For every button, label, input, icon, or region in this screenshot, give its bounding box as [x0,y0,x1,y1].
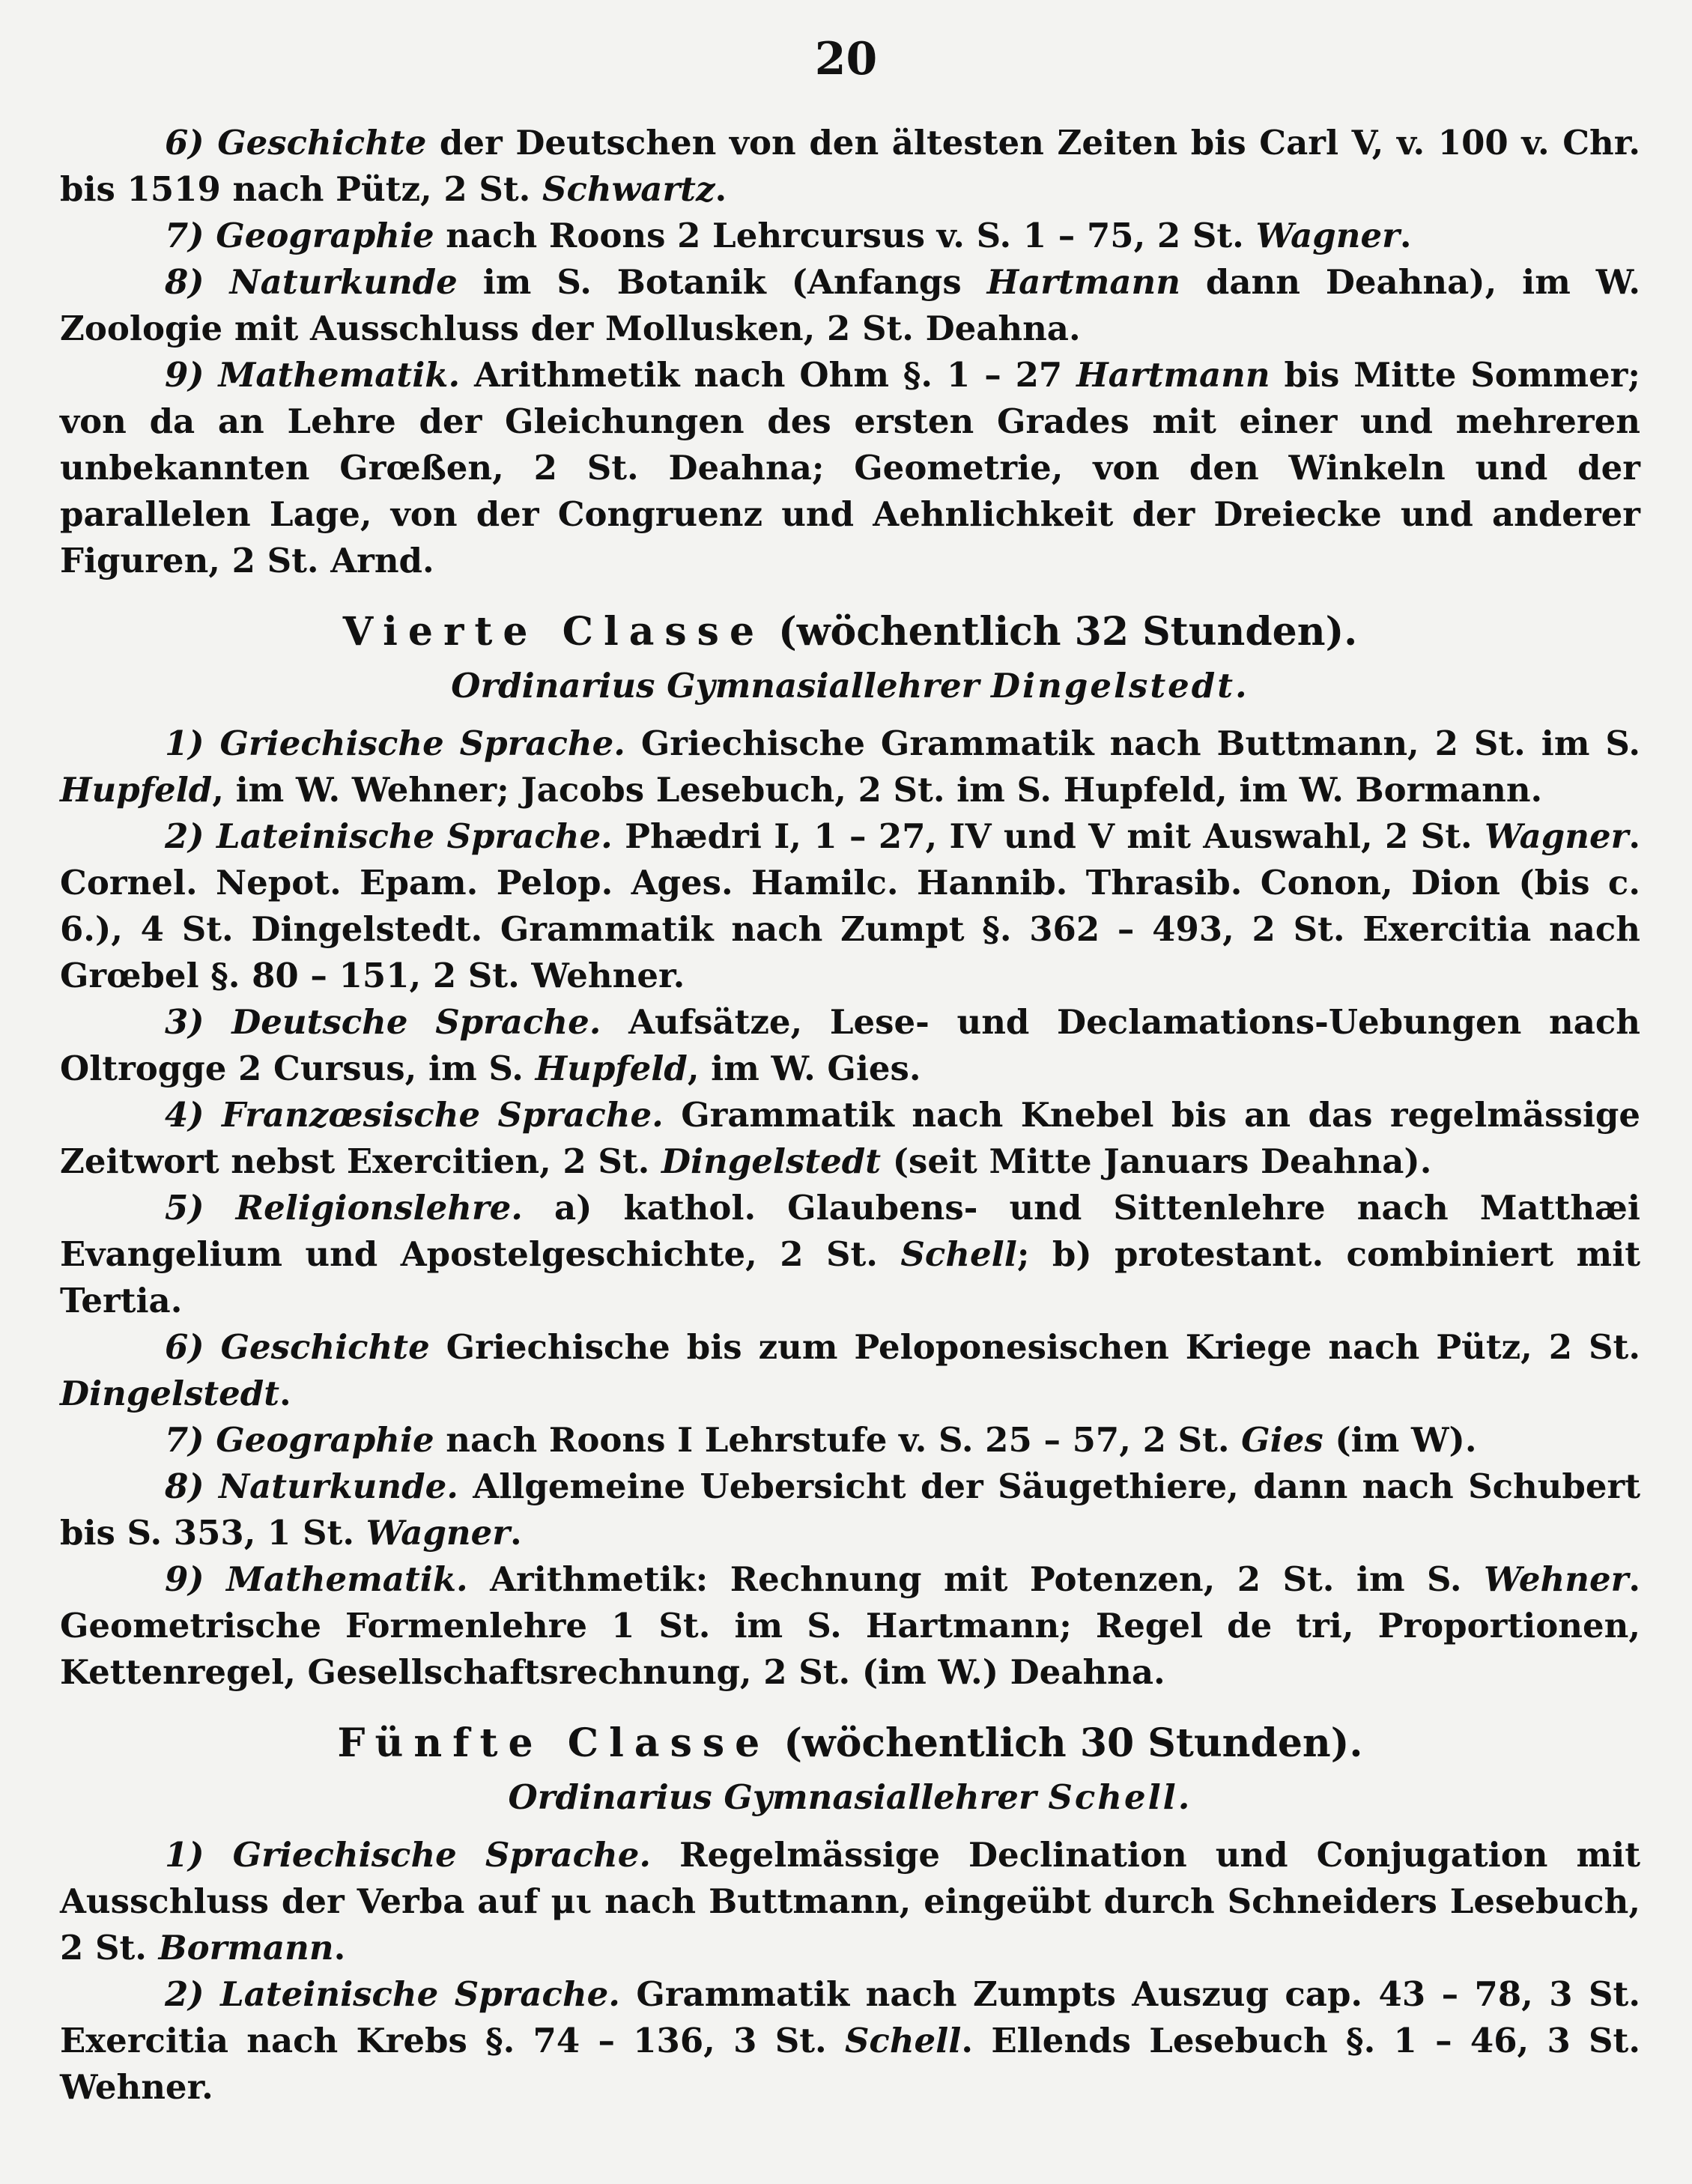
section-vierte-classe [60,605,1640,1696]
list-item: 2) Lateinische Sprache. Grammatik nach Zumpts Auszug cap. 43 – 78, 3 St. Exercitia nach Krebs §. 74 – 136, 3 St. Schell. Ellends Lesebuch §. 1 – 46, 3 St. Wehner. [60,1974,1640,2107]
list-item: 3) Deutsche Sprache. Aufsätze, Lese- und Declamations-Uebungen nach Oltrogge 2 Cursus, im S. Hupfeld, im W. Gies. [60,1002,1640,1088]
list-item: 1) Griechische Sprache. Regelmässige Declination und Conjugation mit Ausschluss der Verba auf μι nach Buttmann, eingeübt durch Schneiders Lesebuch, 2 St. Bormann. [60,1835,1640,1968]
list-item: 6) Geschichte Griechische bis zum Peloponesischen Kriege nach Pütz, 2 St. Dingelstedt. [60,1327,1640,1413]
list-item: 8) Naturkunde. Allgemeine Uebersicht der Säugethiere, dann nach Schubert bis S. 353, 1 St. Wagner. [60,1466,1640,1553]
section-fuenfte-classe [60,1717,1640,2111]
page-body [60,120,1640,2111]
list-item: 6) Geschichte der Deutschen von den ältesten Zeiten bis Carl V, v. 100 v. Chr. bis 1519 nach Pütz, 2 St. Schwartz. [60,123,1640,209]
list-item: 8) Naturkunde im S. Botanik (Anfangs Hartmann dann Deahna), im W. Zoologie mit Ausschluss der Mollusken, 2 St. Deahna. [60,262,1640,348]
list-item: 5) Religionslehre. a) kathol. Glaubens- und Sittenlehre nach Matthæi Evangelium und Apostelgeschichte, 2 St. Schell; b) protestant. combiniert mit Tertia. [60,1188,1641,1320]
list-item: 9) Mathematik. Arithmetik nach Ohm §. 1 – 27 Hartmann bis Mitte Sommer; von da an Lehre der Gleichungen des ersten Grades mit einer und mehreren unbekannten Grœßen, 2 St. Deahna; Geometrie, von den Winkeln und der parallelen Lage, von der Congruenz und Aehnlichkeit der Dreiecke und anderer Figuren, 2 St. Arnd. [60,355,1640,580]
section-heading: Vierte Classe (wöchentlich 32 Stunden). [342,609,1358,655]
list-item: 9) Mathematik. Arithmetik: Rechnung mit Potenzen, 2 St. im S. Wehner. Geometrische Formenlehre 1 St. im S. Hartmann; Regel de tri, Proportionen, Kettenregel, Gesellschaftsrechnung, 2 St. (im W.) Deahna. [60,1559,1640,1692]
section-dritte-classe-continued [60,120,1640,584]
section-heading: Fünfte Classe (wöchentlich 30 Stunden). [337,1720,1363,1766]
list-item: 7) Geographie nach Roons I Lehrstufe v. S. 25 – 57, 2 St. Gies (im W). [165,1420,1477,1460]
list-item: 4) Franzœsische Sprache. Grammatik nach Knebel bis an das regelmässige Zeitwort nebst Exercitien, 2 St. Dingelstedt (seit Mitte Januars Deahna). [60,1095,1641,1181]
list-item: 2) Lateinische Sprache. Phædri I, 1 – 27, IV und V mit Auswahl, 2 St. Wagner. Cornel. Nepot. Epam. Pelop. Ages. Hamilc. Hannib. Thrasib. Conon, Dion (bis c. 6.), 4 St. Dingelstedt. Grammatik nach Zumpt §. 362 – 493, 2 St. Exercitia nach Grœbel §. 80 – 151, 2 St. Wehner. [60,816,1640,995]
page-number: 20 [814,33,878,85]
list-item: 7) Geographie nach Roons 2 Lehrcursus v. S. 1 – 75, 2 St. Wagner. [165,216,1412,255]
list-item: 1) Griechische Sprache. Griechische Grammatik nach Buttmann, 2 St. im S. Hupfeld, im W. Wehner; Jacobs Lesebuch, 2 St. im S. Hupfeld, im W. Bormann. [60,724,1640,810]
ordinarius-line: Ordinarius Gymnasiallehrer Dingelstedt. [451,666,1249,706]
ordinarius-line: Ordinarius Gymnasiallehrer Schell. [508,1777,1192,1817]
